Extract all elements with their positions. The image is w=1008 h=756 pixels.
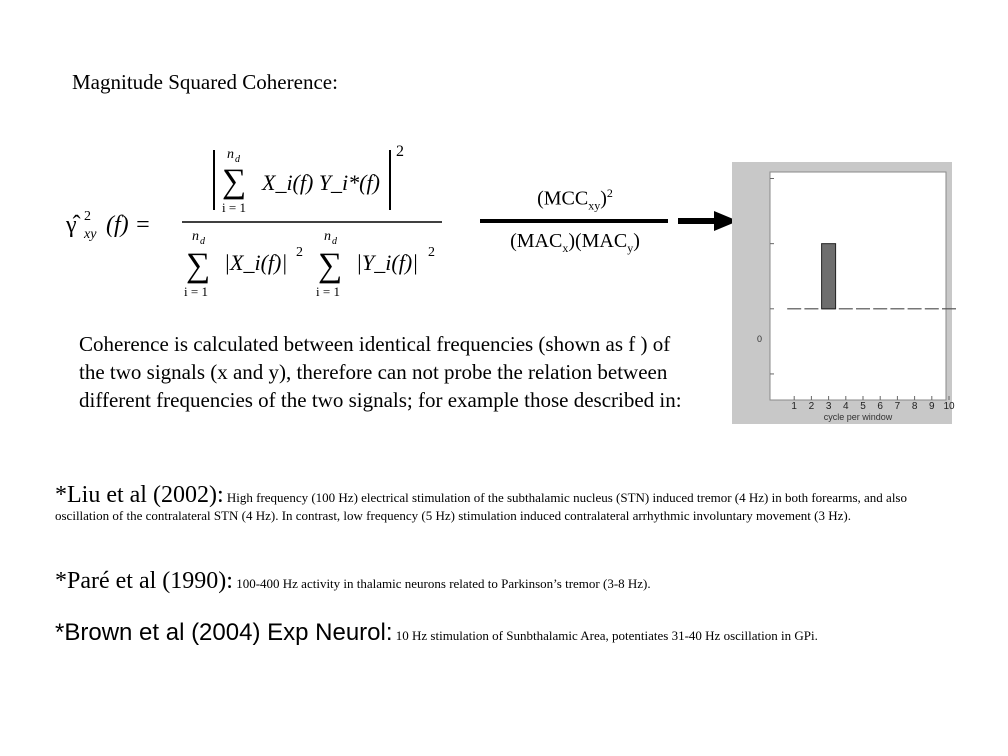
ratio-line (480, 219, 668, 223)
reference-liu (55, 482, 955, 525)
coherence-bar-chart (732, 162, 955, 424)
num-power: 2 (396, 143, 404, 160)
den-power-2: 2 (428, 245, 435, 260)
x-tick-label-10: 10 (943, 401, 955, 412)
formula-lhs-sub: xy (84, 227, 97, 242)
ratio-num-close: ) (600, 187, 607, 210)
chart-xlabel: cycle per window (823, 412, 893, 422)
ratio-num-sub: xy (588, 198, 601, 213)
ratio-den-b: )(MAC (568, 230, 628, 252)
formula-lhs-arg: (f) = (106, 212, 151, 238)
num-sum-symbol: ∑ (222, 163, 247, 200)
x-tick-label-3: 3 (825, 401, 832, 412)
num-sum-bottom: i = 1 (222, 200, 246, 215)
ratio-denominator (480, 230, 670, 256)
den-sum-top-2: n (324, 229, 331, 244)
chart-plot-area (770, 172, 946, 400)
ratio-den-close: ) (633, 230, 640, 252)
reference-liu-body: High frequency (100 Hz) electrical stimulation of the subthalamic nucleus (STN) induced tremor (4 Hz) in both forearms, and also oscillation of the contralateral STN (4 Hz). In contrast, low frequency (5 Hz) stimulation induced contralateral arrhythmic involuntary movement (3 Hz). (55, 490, 907, 523)
ratio-num-main: (MCC (537, 187, 589, 210)
x-tick-label-1: 1 (791, 401, 797, 412)
reference-pare-body: 100-400 Hz activity in thalamic neurons related to Parkinson’s tremor (3-8 Hz). (236, 576, 651, 591)
reference-liu-lead: *Liu et al (2002): (55, 482, 224, 508)
reference-brown (55, 619, 955, 646)
chart-ytick-label: 0 (756, 334, 762, 344)
slide-title: Magnitude Squared Coherence: (72, 70, 338, 94)
den-sum-bottom-2: i = 1 (316, 284, 340, 299)
reference-pare (55, 568, 955, 594)
reference-pare-lead: *Paré et al (1990): (55, 568, 233, 594)
den-body-2: |Y_i(f)| (356, 250, 419, 275)
x-tick-label-2: 2 (808, 401, 815, 412)
den-sum-top-sub: d (200, 236, 205, 247)
num-sum-top-sub: d (235, 154, 240, 165)
x-tick-label-9: 9 (929, 401, 935, 412)
ratio-den-a: (MAC (510, 230, 563, 252)
right-arrow-icon (678, 211, 738, 231)
x-tick-label-4: 4 (843, 401, 849, 412)
reference-brown-lead: *Brown et al (2004) Exp Neurol: (55, 619, 393, 646)
num-body: X_i(f) Y_i*(f) (262, 170, 380, 195)
den-sum-symbol-2: ∑ (318, 247, 343, 284)
ratio-den-a-sub: x (562, 241, 569, 255)
coherence-formula (62, 140, 452, 300)
den-sum-bottom: i = 1 (184, 284, 208, 299)
formula-lhs-sup: 2 (84, 209, 91, 224)
den-sum-top: n (192, 229, 199, 244)
coherence-description: Coherence is calculated between identical frequencies (shown as f ) of the two signals (x and y), therefore can not probe the relation between different frequencies of the two signals; for example those described in: (79, 332, 682, 412)
x-tick-label-5: 5 (860, 401, 866, 412)
ratio-num-sup: 2 (606, 186, 613, 200)
x-tick-label-7: 7 (894, 401, 901, 412)
den-sum-symbol: ∑ (186, 247, 211, 284)
ratio-den-b-sub: y (627, 241, 634, 255)
formula-lhs: γ̂ (66, 212, 77, 238)
x-tick-label-8: 8 (911, 401, 918, 412)
den-body-1: |X_i(f)| (224, 250, 288, 275)
x-tick-label-6: 6 (877, 401, 883, 412)
num-sum-top: n (227, 147, 234, 162)
ratio-numerator (480, 186, 670, 214)
den-power-1: 2 (296, 245, 303, 260)
bar-3 (822, 244, 836, 309)
reference-brown-body: 10 Hz stimulation of Sunbthalamic Area, potentiates 31-40 Hz oscillation in GPi. (395, 628, 818, 643)
den-sum-top-sub-2: d (332, 236, 337, 247)
